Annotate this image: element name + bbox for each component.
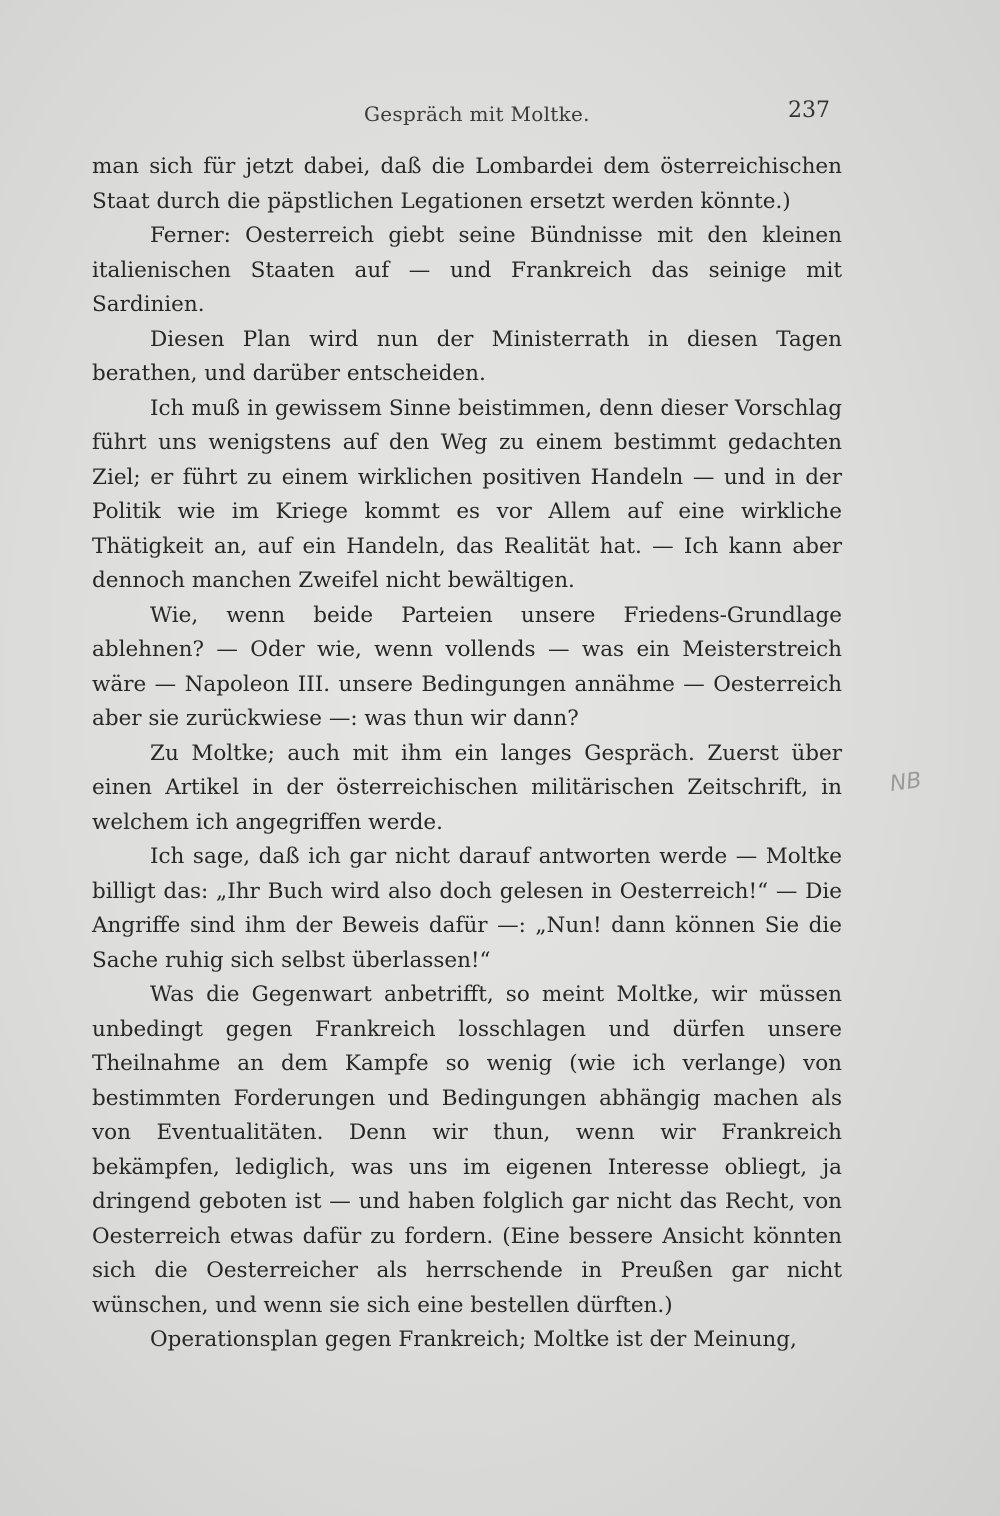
paragraph-2: Ferner: Oesterreich giebt seine Bündnisse mit den kleinen italienischen Staaten auf — und Frankreich das seinige mit Sardinien. <box>92 223 842 317</box>
body-text <box>92 150 842 1358</box>
paragraph-7: Ich sage, daß ich gar nicht darauf antworten werde — Moltke billigt das: „Ihr Buch wird also doch gelesen in Oesterreich!“ — Die Angriffe sind ihm der Beweis dafür —: „Nun! dann können Sie die Sache ruhig sich selbst überlassen!“ <box>92 844 842 973</box>
paragraph-9: Operationsplan gegen Frankreich; Moltke ist der Meinung, <box>150 1327 797 1352</box>
paragraph-6: Zu Moltke; auch mit ihm ein langes Gespräch. Zuerst über einen Artikel in der österreichischen militärischen Zeitschrift, in welchem ich angegriffen werde. <box>92 740 842 835</box>
paragraph-1: man sich für jetzt dabei, daß die Lombardei dem österreichischen Staat durch die päpstlichen Legationen ersetzt werden könnte.) <box>92 154 842 214</box>
margin-annotation: NB <box>888 767 924 798</box>
paragraph-8: Was die Gegenwart anbetrifft, so meint Moltke, wir müssen unbedingt gegen Frankreich losschlagen und dürfen unsere Theilnahme an dem Kampfe so wenig (wie ich verlange) von bestimmten Forderungen und Bedingungen abhängig machen als von Eventualitäten. Denn wir thun, wenn wir Frankreich bekämpfen, lediglich, was uns im eigenen Interesse obliegt, ja dringend geboten ist — und haben folglich gar nicht das Recht, von Oesterreich etwas dafür zu fordern. (Eine bessere Ansicht könnten sich die Oesterreicher als herrschende in Preußen gar nicht wünschen, und wenn sie sich eine bestellen dürften.) <box>92 982 842 1318</box>
paragraph-5: Wie, wenn beide Parteien unsere Friedens-Grundlage ablehnen? — Oder wie, wenn vollends — was ein Meisterstreich wäre — Napoleon III. unsere Bedingungen annähme — Oesterreich aber sie zurückwiese —: was thun wir dann? <box>92 602 842 731</box>
paragraph-3: Diesen Plan wird nun der Ministerrath in diesen Tagen berathen, und darüber entscheiden. <box>92 326 842 386</box>
page-number: 237 <box>788 98 830 123</box>
running-head: Gespräch mit Moltke. <box>364 102 590 126</box>
page-header <box>92 96 830 132</box>
paragraph-4: Ich muß in gewissem Sinne beistimmen, denn dieser Vorschlag führt uns wenigstens auf den Weg zu einem bestimmt gedachten Ziel; er führt zu einem wirklichen positiven Handeln — und in der Politik wie im Kriege kommt es vor Allem auf eine wirkliche Thätigkeit an, auf ein Handeln, das Realität hat. — Ich kann aber dennoch manchen Zweifel nicht bewältigen. <box>92 395 842 593</box>
